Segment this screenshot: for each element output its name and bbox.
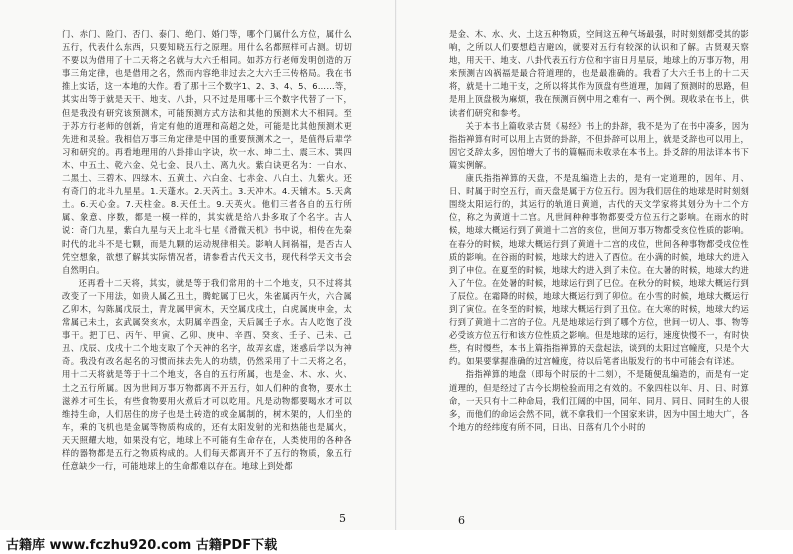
- right-paragraph-4: 指指禅算的地盘（即每个时辰的十二刻），不是随便乱编造的，而是有一定道理的，但是经过了古今长期检验而用之有效的。不象四柱以年、月、日、时算命，一天只有十二种命局，我们江阔的中国，同年、同月、同日、同时生的人很多，而他们的命运会然不同，就不拿我们一个国家来讲，因为中国土地大广，各个地方的经纬度有所不同，日出、日落有几个小时的: [449, 369, 749, 432]
- right-paragraph-3: 康氏指指禅算的天盘，不是乱编造上去的，是有一定道理的，因年、月、日、时属于时空五行，而天盘是属于方位五行。因为我们居住的地球是时时刻刻围绕太阳运行的，其运行的轨道日黄道，古代的天文学家将其划分为十二个方位，称之为黄道十二宫。凡世间种种事物都要受方位五行之影响。在雨水的时候，地球大概运行到了黄道十二宫的亥位，世间万事万物都受亥位性质的影响。在春分的时候，地球大概运行到了黄道十二宫的戌位，世间各种事物都受戌位性质的影响。在谷雨的时候，地球大约进入了酉位。在小满的时候，地球大约进入到了申位。在夏至的时候，地球大约进入到了未位。在大暑的时候，地球大约进入了午位。在处暑的时候，地球运行到了巳位。在秋分的时候，地球大概运行到了辰位。在霜降的时候，地球大概运行到了卯位。在小雪的时候，地球大概运行到了寅位。在冬至的时候，地球大概运行到了丑位。在大寒的时候，地球大约运行到了黄道十二宫的子位。凡是地球运行到了哪个方位，世间一切人、事、物等必受该方位五行和该方位性质之影响。但是地球的运行，速度快慢不一，有时快些，有时慢些，本书上篇指指禅算的天盘起法，谈到的太阳过宫幢度，只是个大约。如果要掌握准确的过宫幢度，待以后笔者出版发行的书中可能会有详述。: [449, 173, 749, 367]
- left-page-number: 5: [339, 512, 346, 525]
- right-paragraph-1: 是金、木、水、火、土这五种物质，空间这五种气场最强，时时刻刻都受其的影响，之所以人们要想趋吉避凶，就要对五行有较深的认识和了解。古贤观天察地，用天干、地支、八卦代表五行方位和宇宙日月星辰，地球上的万事万物，用来预测吉凶祸福是最合符道理的，也是最准确的。我看了大六壬书上的十二天将，就是十二地干支，之所以将其作为顶盘有些道理，加阔了预测时的思路，但是用上顶盘极为麻烦，我在预测百例中用之难有一、两个例。现收录在书上，供读者们研究和参考。: [449, 29, 749, 118]
- footer-bar: [0, 530, 793, 554]
- right-page-text: [449, 28, 749, 518]
- footer-watermark: 古籍库 www.fczhu920.com 古籍PDF下载: [6, 538, 278, 553]
- right-page: [397, 0, 793, 554]
- left-page-text: [62, 28, 352, 518]
- left-paragraph-1: 门、赤门、险门、否门、泰门、绝门、婚门等，哪个门属什么方位，属什么五行，代表什么东西，只要知晓五行之原理。用什么名都照样可占测。切切不要以为借用了十二天将之名就与大六壬相同。如苏方行老师发明创造的万事三角定律，也是借用之名，然而内容绝非过去之大六壬三传格局。我在书推上实话，这一本地的大作。看了那十三个数字1、2、3、4、5、6……等，其实出等于就是天干、地支、八卦，只不过是用哪十三个数字代替了一下，但是我没有研究该预测术，可能预测方式方法和其他的预测术大不相同。至于苏方行老师的创新，肯定有他的道理和高超之处，可能是比其他预测术更先进和灵验。我相信万事三角定律是中国的重要预测术之一，是值得后辈学习和研究的。再看地理用的八卦排山字诀，坎一水、坤二土、震三木、巽四木、中五土、乾六金、兑七金、艮八土、离九火。紫白诀更名为：一白水、二黑土、三碧木、四绿木、五黄土、六白金、七赤金、八白土、九紫火。还有奇门的北斗九星星。1.天蓬水。2.天芮土。3.天冲木。4.天辅木。5.天禽土。6.天心金。7.天柱金。8.天任土。9.天英火。他们三者各自的五行所属、象意、序数，都是一模一样的，其实就是给八卦多取了个名字。古人说：奇门九星，紫白九星与天上北斗七星《滑微天机》书中说，相传在先秦时代的北斗不是七颗，而是九颗的运动规律相关。影响人间祸福，是否古人凭空想象，欲想了解其实际情况者，请参看古代天文书，现代科学天文书会自然明白。: [62, 29, 352, 275]
- left-paragraph-2: 还再看十二天将，其实，就是等于我们常用的十二个地支，只不过将其改变了一下用法，如贵人属乙丑土，腾蛇属丁巳火，朱雀属丙午火，六合属乙卯木，勾陈属戊辰土，青龙属甲寅木，天空属戊戌土，白虎属庚申金，太常属己未土，玄武属癸亥水，太阴属辛酉金，天后属壬子水。古人吃饱了没事干。把丁巳、丙午、甲寅、乙卯、庚申、辛酉、癸亥、壬子、己未、己丑、戊辰、戊戌十二个地支取了个天神的名字，故弄玄虚，迷惑后学以为神奇。我没有改名起名的习惯而抹去先人的功绩，仍然采用了十二天将之名，用十二天将就是等于十二个地支，各自的五行所属，也是金、木、水、火、土之五行所属。因为世间万事万物都离不开五行，如人们种的食物，要水土滋养才可生长，有些食物要用火煮后才可以吃用。凡是动物都要喝水才可以维持生命，人们居住的房子也是土砖造的或金属制的，树木架的，人们坐的车，乘的飞机也是金属等物质构成的，还有太阳发射的光和热能也是属火，天天照耀大地，如果没有它，地球上不可能有生命存在，人类使用的各种各样的器物都是五行之物质构成的。人们每天都离开不了五行的物质，象五行任意缺少一行，可能地球上的生命都难以存在。地球上到处都: [62, 277, 352, 472]
- left-page: [0, 0, 396, 554]
- right-page-number: 6: [458, 514, 465, 527]
- right-paragraph-2: 关于本书上篇收录古贤《易经》书上的卦辞，我不是为了在书中凑多，因为指指禅算有时可以用上古贤的卦辞，不但卦辞可以用上，就是爻辞也可以用上，因它爻辞太多，因怕增大了书的篇幅而未收录在本书上。卦爻辞的用法详本书下篇实例解。: [449, 120, 749, 170]
